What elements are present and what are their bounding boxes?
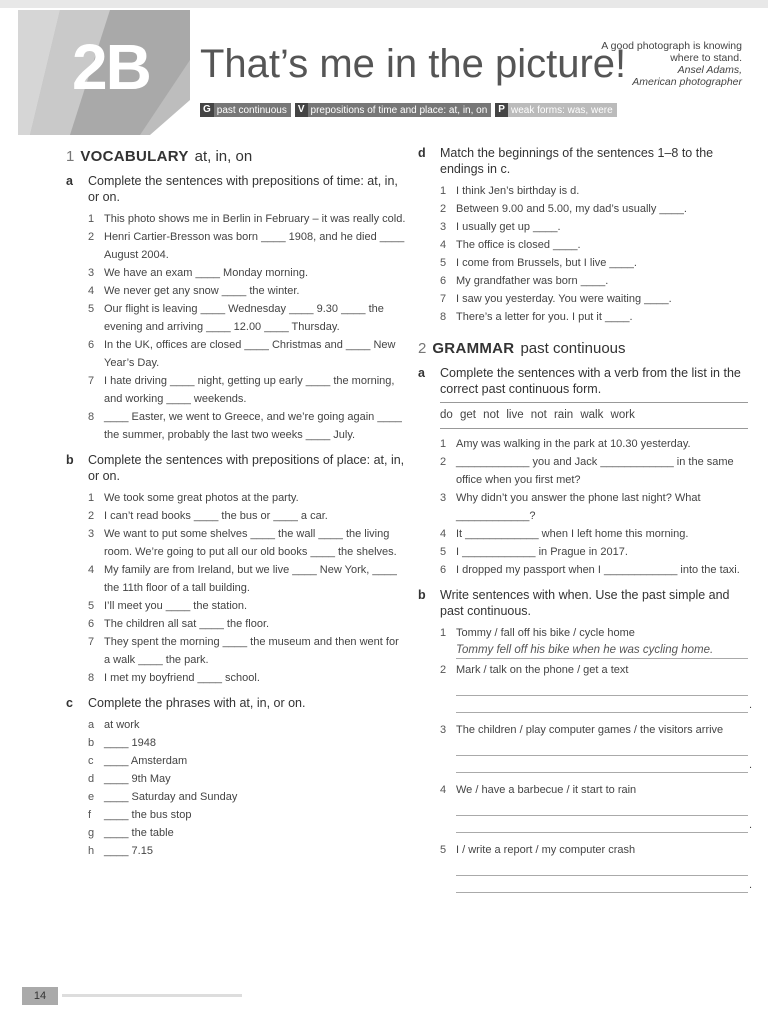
exercise-letter: c: [66, 696, 73, 710]
exercise-instruction: Complete the sentences with prepositions of place: at, in, or on.: [88, 453, 405, 483]
list-item[interactable]: 8 ____ Easter, we went to Greece, and we’re going again ____ the summer, probably the last two weeks ____ July.: [88, 411, 402, 441]
section-vocabulary-title: [66, 148, 406, 165]
right-column: [418, 145, 752, 901]
unit-number: 2B: [72, 31, 150, 103]
list-item[interactable]: e ____ Saturday and Sunday: [88, 791, 238, 803]
list-item[interactable]: 4 The office is closed ____.: [440, 239, 581, 251]
answer-line[interactable]: [456, 679, 748, 696]
list-item[interactable]: c ____ Amsterdam: [88, 755, 188, 767]
list-item[interactable]: 2 I can’t read books ____ the bus or ____ a car.: [88, 510, 328, 522]
section-number: 1: [66, 148, 75, 165]
answer-line[interactable]: [456, 739, 748, 756]
list-item[interactable]: 5 I come from Brussels, but I live ____.: [440, 257, 637, 269]
answer-line[interactable]: .: [456, 876, 748, 893]
list-item[interactable]: 4 My family are from Ireland, but we live ____ New York, ____ the 11th floor of a tall building.: [88, 564, 397, 594]
section-grammar-title: [418, 340, 748, 357]
exercise-instruction: Complete the phrases with at, in, or on.: [88, 696, 306, 710]
answer-line[interactable]: .: [456, 816, 748, 833]
exercise-instruction: Complete the sentences with prepositions of time: at, in, or on.: [88, 174, 398, 204]
word-list: do get not live not rain walk work: [440, 402, 748, 429]
tag-vocabulary: [295, 103, 491, 117]
unit-header: [0, 0, 768, 140]
page-number: 14: [22, 987, 58, 1005]
unit-title: That’s me in the picture!: [200, 42, 627, 86]
exercise-letter: b: [418, 588, 426, 602]
left-column: [66, 148, 406, 868]
list-item[interactable]: 4 We never get any snow ____ the winter.: [88, 285, 300, 297]
list-item[interactable]: 5 I ____________ in Prague in 2017.: [440, 546, 628, 558]
list-item[interactable]: 1 Amy was walking in the park at 10.30 yesterday.: [440, 438, 691, 450]
exercise-instruction: Write sentences with when. Use the past simple and past continuous.: [440, 588, 730, 618]
lesson-tags: [200, 103, 617, 117]
exercise-2b: [418, 587, 752, 893]
list-item[interactable]: 3 I usually get up ____.: [440, 221, 561, 233]
list-item[interactable]: 6 The children all sat ____ the floor.: [88, 618, 270, 630]
list-item[interactable]: 7 I saw you yesterday. You were waiting ____.: [440, 293, 672, 305]
tag-text: weak forms: was, were: [510, 104, 613, 116]
quote-role: American photographer: [632, 76, 742, 88]
answer-line[interactable]: .: [456, 696, 748, 713]
list-item[interactable]: 6 I dropped my passport when I ____________ into the taxi.: [440, 564, 740, 576]
list-item[interactable]: b ____ 1948: [88, 737, 156, 749]
tag-text: prepositions of time and place: at, in, on: [310, 104, 488, 116]
list-item[interactable]: 8 There’s a letter for you. I put it ____.: [440, 311, 633, 323]
footer-divider: [62, 994, 242, 997]
tag-pronunciation: [495, 103, 616, 117]
exercise-1c: [66, 695, 406, 860]
list-item[interactable]: 4 It ____________ when I left home this morning.: [440, 528, 689, 540]
section-name: GRAMMAR: [432, 340, 515, 357]
list-item[interactable]: f ____ the bus stop: [88, 809, 192, 821]
section-name: VOCABULARY: [80, 148, 189, 165]
exercise-1b: [66, 452, 406, 687]
list-item[interactable]: 3 Why didn’t you answer the phone last night? What ____________?: [440, 492, 701, 522]
list-item[interactable]: 1 I think Jen’s birthday is d.: [440, 185, 580, 197]
list-item[interactable]: 7 They spent the morning ____ the museum and then went for a walk ____ the park.: [88, 636, 399, 666]
exercise-letter: a: [418, 366, 425, 380]
answer-line[interactable]: .: [456, 756, 748, 773]
exercise-letter: b: [66, 453, 74, 467]
list-item[interactable]: 4 We / have a barbecue / it start to rain: [440, 784, 637, 796]
quote: [592, 40, 742, 88]
tag-letter: V: [295, 103, 308, 117]
exercise-1a: [66, 173, 406, 444]
list-item[interactable]: 3 We have an exam ____ Monday morning.: [88, 267, 309, 279]
list-item[interactable]: 2 Between 9.00 and 5.00, my dad’s usually ____.: [440, 203, 687, 215]
tag-text: past continuous: [216, 104, 287, 116]
quote-author: Ansel Adams,: [677, 64, 742, 76]
exercise-instruction: Complete the sentences with a verb from the list in the correct past continuous form.: [440, 366, 741, 396]
quote-text: A good photograph is knowing where to stand.: [601, 40, 742, 64]
exercise-letter: d: [418, 146, 426, 160]
tag-grammar: [200, 103, 291, 117]
list-item[interactable]: 2 Mark / talk on the phone / get a text: [440, 664, 629, 676]
list-item[interactable]: 6 My grandfather was born ____.: [440, 275, 609, 287]
list-item[interactable]: 6 In the UK, offices are closed ____ Christmas and ____ New Year’s Day.: [88, 339, 396, 369]
exercise-letter: a: [66, 174, 73, 188]
section-subtitle: at, in, on: [194, 148, 253, 165]
list-item[interactable]: 2 ____________ you and Jack ____________ in the same office when you first met?: [440, 456, 734, 486]
section-subtitle: past continuous: [520, 340, 626, 357]
list-item[interactable]: 1 We took some great photos at the party.: [88, 492, 299, 504]
list-item[interactable]: d ____ 9th May: [88, 773, 171, 785]
answer-line[interactable]: [456, 799, 748, 816]
list-item[interactable]: h ____ 7.15: [88, 845, 153, 857]
exercise-instruction: Match the beginnings of the sentences 1–8 to the endings in c.: [440, 146, 714, 176]
list-item[interactable]: 5 I / write a report / my computer crash: [440, 844, 636, 856]
list-item[interactable]: g ____ the table: [88, 827, 174, 839]
tag-letter: G: [200, 103, 214, 117]
exercise-2a: [418, 365, 748, 579]
answer-line[interactable]: [456, 859, 748, 876]
tag-letter: P: [495, 103, 508, 117]
answer-line[interactable]: Tommy fell off his bike when he was cycling home.: [456, 642, 748, 659]
list-item[interactable]: 5 Our flight is leaving ____ Wednesday ____ 9.30 ____ the evening and arriving ____ 12.00 ____ Thursday.: [88, 303, 384, 333]
section-number: 2: [418, 340, 427, 357]
list-item[interactable]: 8 I met my boyfriend ____ school.: [88, 672, 260, 684]
list-item[interactable]: 3 The children / play computer games / the visitors arrive: [440, 724, 724, 736]
list-item[interactable]: 5 I’ll meet you ____ the station.: [88, 600, 248, 612]
list-item[interactable]: 7 I hate driving ____ night, getting up early ____ the morning, and working ____ weekends.: [88, 375, 395, 405]
list-item[interactable]: 1 Tommy / fall off his bike / cycle home: [440, 627, 635, 639]
list-item[interactable]: 2 Henri Cartier-Bresson was born ____ 1908, and he died ____ August 2004.: [88, 231, 405, 261]
exercise-1d: [418, 145, 748, 326]
list-item[interactable]: 1 This photo shows me in Berlin in February – it was really cold.: [88, 213, 406, 225]
list-item[interactable]: 3 We want to put some shelves ____ the wall ____ the living room. We’re going to put all our old books ____ the shelves.: [88, 528, 397, 558]
list-item[interactable]: a at work: [88, 719, 140, 731]
